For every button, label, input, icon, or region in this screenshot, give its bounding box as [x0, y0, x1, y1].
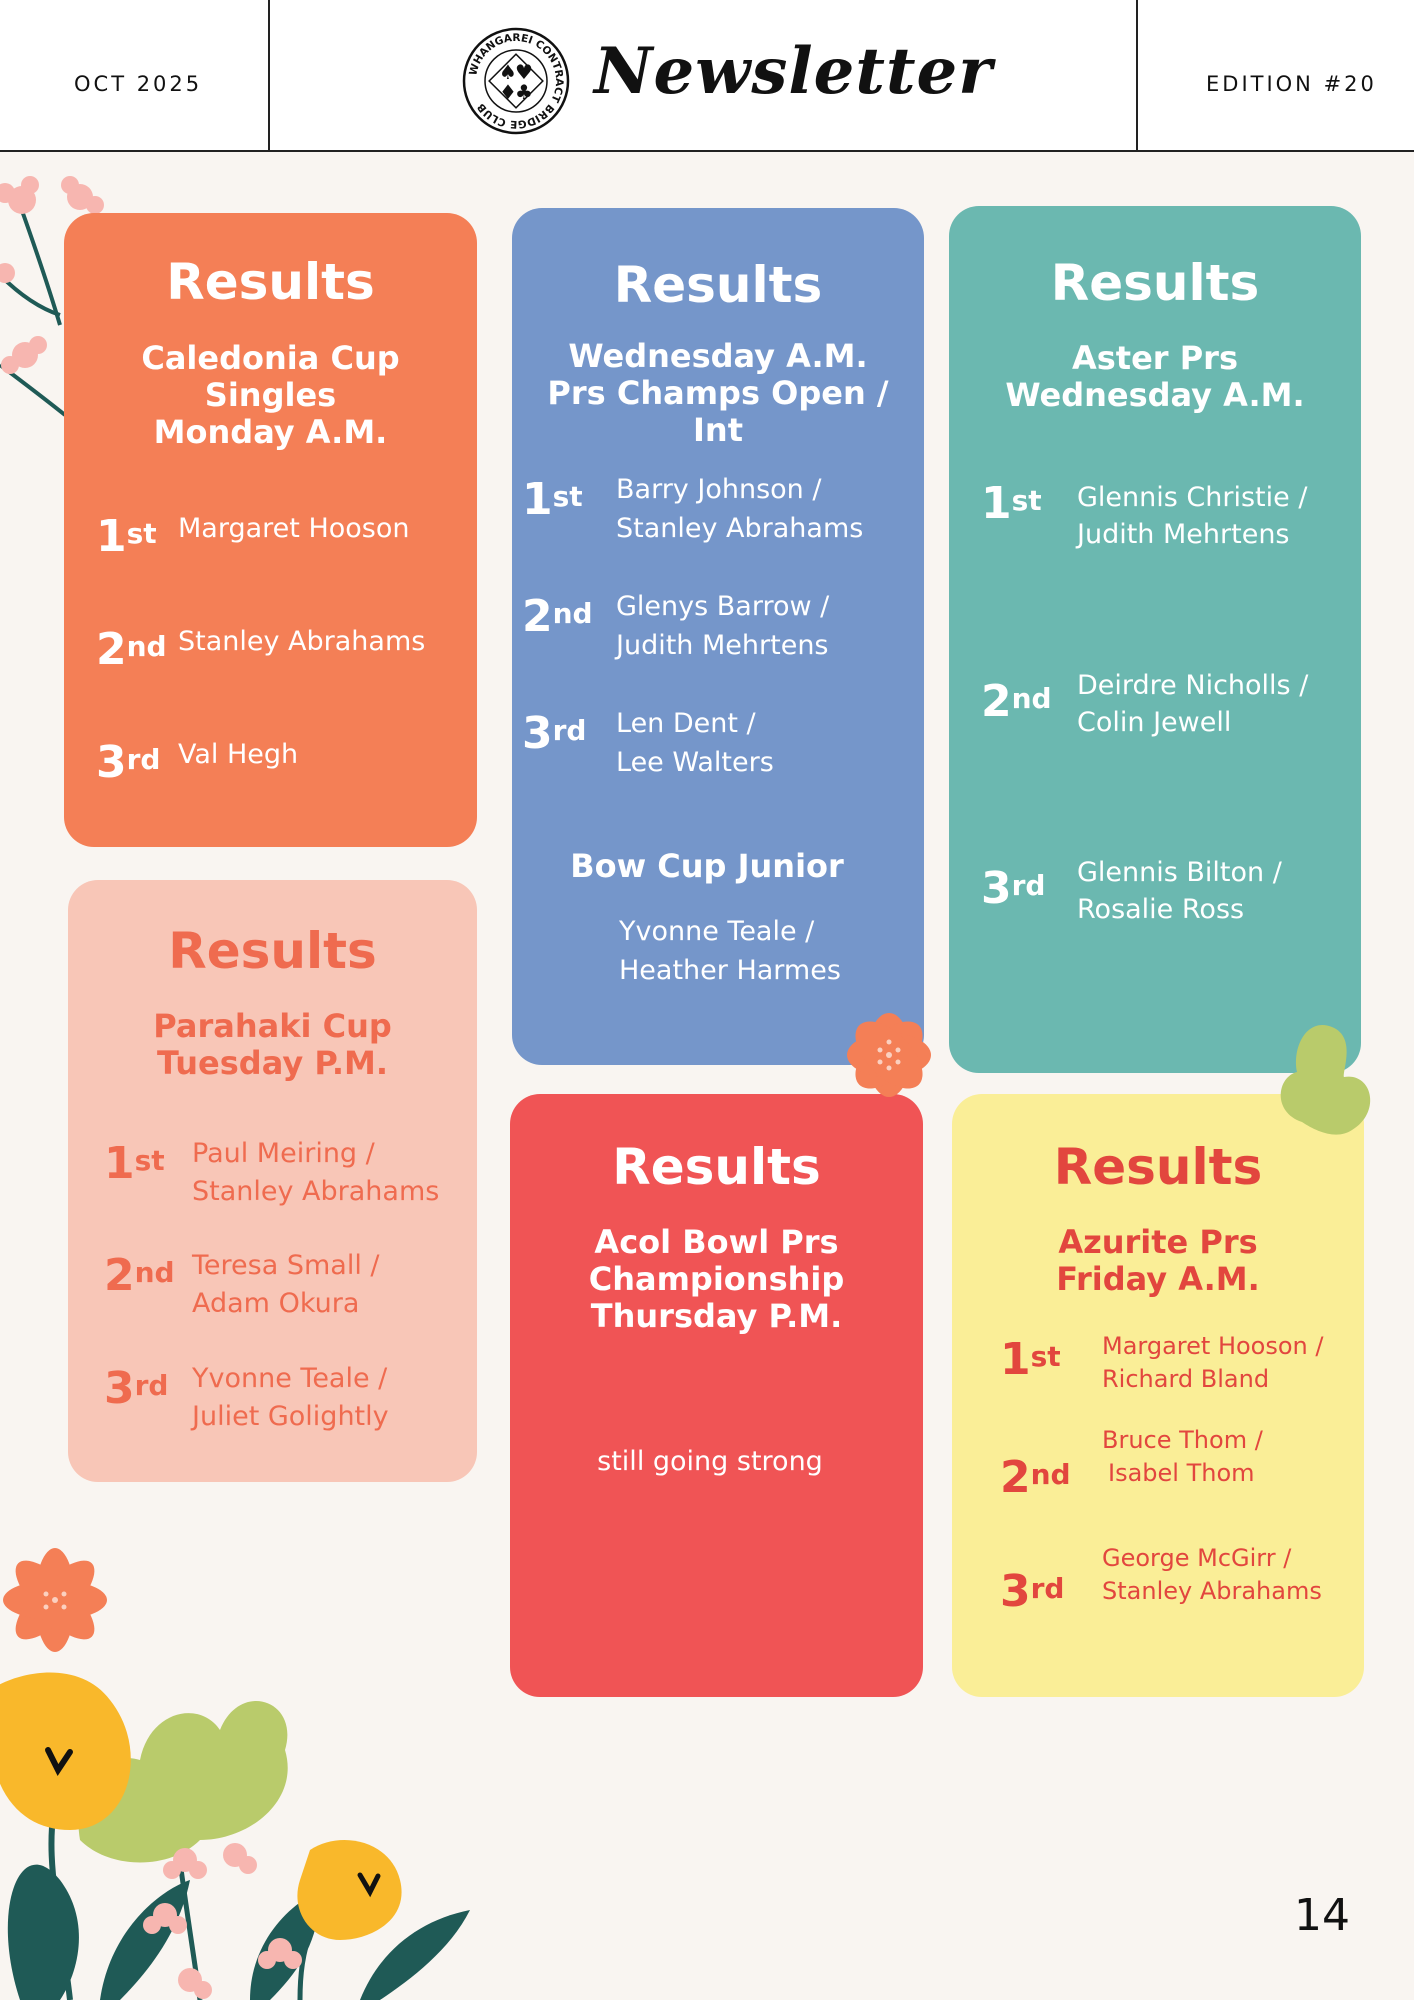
- event-line-3: Thursday P.M.: [590, 1297, 843, 1335]
- results-card-caledonia: [64, 213, 477, 847]
- event-line-2: Tuesday P.M.: [156, 1044, 389, 1082]
- results-card-azurite: [952, 1094, 1364, 1697]
- place-name: Len Dent /: [616, 708, 756, 739]
- club-logo: [462, 27, 570, 135]
- event-line-2: Singles: [204, 376, 337, 414]
- event-line-1: Acol Bowl Prs: [594, 1223, 839, 1261]
- place-name: Judith Mehrtens: [1077, 519, 1290, 550]
- card-heading: Results: [612, 1138, 821, 1196]
- place-rank: 1st: [104, 1138, 165, 1189]
- place-rank: 1st: [1000, 1334, 1061, 1385]
- newsletter-title: Newsletter: [594, 34, 993, 109]
- results-card-aster: [949, 206, 1361, 1073]
- place-name: Yvonne Teale /: [619, 916, 815, 947]
- place-name: Stanley Abrahams: [1102, 1577, 1322, 1605]
- place-name: Yvonne Teale /: [192, 1363, 388, 1394]
- place-name: Paul Meiring /: [192, 1138, 375, 1169]
- results-card-parahaki: [68, 880, 477, 1482]
- event-line-2: Championship: [588, 1260, 845, 1298]
- place-name: Stanley Abrahams: [616, 513, 864, 544]
- place-name: Richard Bland: [1102, 1365, 1270, 1393]
- newsletter-header: [0, 0, 1414, 152]
- svg-text:♦: ♦: [499, 80, 517, 104]
- results-card-acol: [510, 1094, 923, 1697]
- place-name: Rosalie Ross: [1077, 894, 1245, 925]
- card-heading: Results: [1053, 1138, 1263, 1196]
- event-line-3: Int: [693, 411, 743, 449]
- event-line-2: Prs Champs Open /: [547, 374, 889, 412]
- place-rank: 2nd: [1000, 1452, 1071, 1503]
- svg-text:♥: ♥: [515, 60, 533, 84]
- card-heading: Results: [1050, 254, 1260, 312]
- place-name: Heather Harmes: [619, 955, 841, 986]
- place-name: Bruce Thom /: [1102, 1426, 1263, 1454]
- event-line-1: Aster Prs: [1071, 339, 1238, 377]
- place-name: Glennis Christie /: [1077, 482, 1308, 513]
- results-card-wednesday: [512, 208, 924, 1065]
- place-name: Glennis Bilton /: [1077, 857, 1282, 888]
- place-name: Val Hegh: [178, 739, 299, 770]
- place-name: Isabel Thom: [1108, 1459, 1255, 1487]
- orange-flower-icon: [814, 980, 964, 1130]
- event-line-3: Monday A.M.: [153, 413, 388, 451]
- svg-text:WHANGAREI CONTRACT BRIDGE CLUB: WHANGAREI CONTRACT BRIDGE CLUB: [467, 31, 566, 131]
- status-note: still going strong: [597, 1446, 823, 1477]
- place-rank: 3rd: [522, 708, 587, 759]
- place-name: Barry Johnson /: [616, 474, 822, 505]
- edition-number: EDITION #20: [1206, 72, 1377, 96]
- place-name: Colin Jewell: [1077, 707, 1232, 738]
- place-rank: 3rd: [104, 1363, 169, 1414]
- event-line-2: Friday A.M.: [1056, 1260, 1260, 1298]
- place-name: Juliet Golightly: [192, 1401, 389, 1432]
- place-rank: 2nd: [522, 591, 593, 642]
- event-line-1: Parahaki Cup: [153, 1007, 392, 1045]
- header-divider-left: [268, 0, 270, 150]
- place-rank: 2nd: [981, 676, 1052, 727]
- decorative-flowers-bottom-left-icon: [0, 1530, 480, 2000]
- svg-text:♠: ♠: [499, 60, 517, 84]
- place-rank: 2nd: [104, 1250, 175, 1301]
- header-divider-right: [1136, 0, 1138, 150]
- place-rank: 1st: [522, 474, 583, 525]
- place-name: Lee Walters: [616, 747, 774, 778]
- svg-text:♣: ♣: [515, 80, 533, 104]
- place-name: Stanley Abrahams: [178, 626, 426, 657]
- place-name: Judith Mehrtens: [616, 630, 829, 661]
- event-line-1: Caledonia Cup: [141, 339, 400, 377]
- place-name: George McGirr /: [1102, 1544, 1292, 1572]
- place-name: Glenys Barrow /: [616, 591, 830, 622]
- place-rank: 3rd: [981, 863, 1046, 914]
- card-heading: Results: [168, 922, 377, 980]
- place-name: Teresa Small /: [192, 1250, 380, 1281]
- card-heading: Results: [613, 256, 823, 314]
- place-rank: 1st: [96, 511, 157, 562]
- place-name: Deirdre Nicholls /: [1077, 670, 1309, 701]
- place-rank: 2nd: [96, 624, 167, 675]
- event-line-1: Azurite Prs: [1058, 1223, 1258, 1261]
- extra-event-title: Bow Cup Junior: [570, 847, 844, 885]
- place-name: Stanley Abrahams: [192, 1176, 440, 1207]
- event-line-1: Wednesday A.M.: [568, 337, 868, 375]
- card-heading: Results: [166, 253, 375, 311]
- place-rank: 3rd: [1000, 1566, 1065, 1617]
- place-name: Adam Okura: [192, 1288, 360, 1319]
- issue-date: OCT 2025: [74, 72, 203, 96]
- place-rank: 1st: [981, 478, 1042, 529]
- place-name: Margaret Hooson /: [1102, 1332, 1324, 1360]
- green-leaf-icon: [1272, 1012, 1382, 1147]
- page-number: 14: [1294, 1890, 1350, 1941]
- place-rank: 3rd: [96, 737, 161, 788]
- place-name: Margaret Hooson: [178, 513, 410, 544]
- event-line-2: Wednesday A.M.: [1005, 376, 1305, 414]
